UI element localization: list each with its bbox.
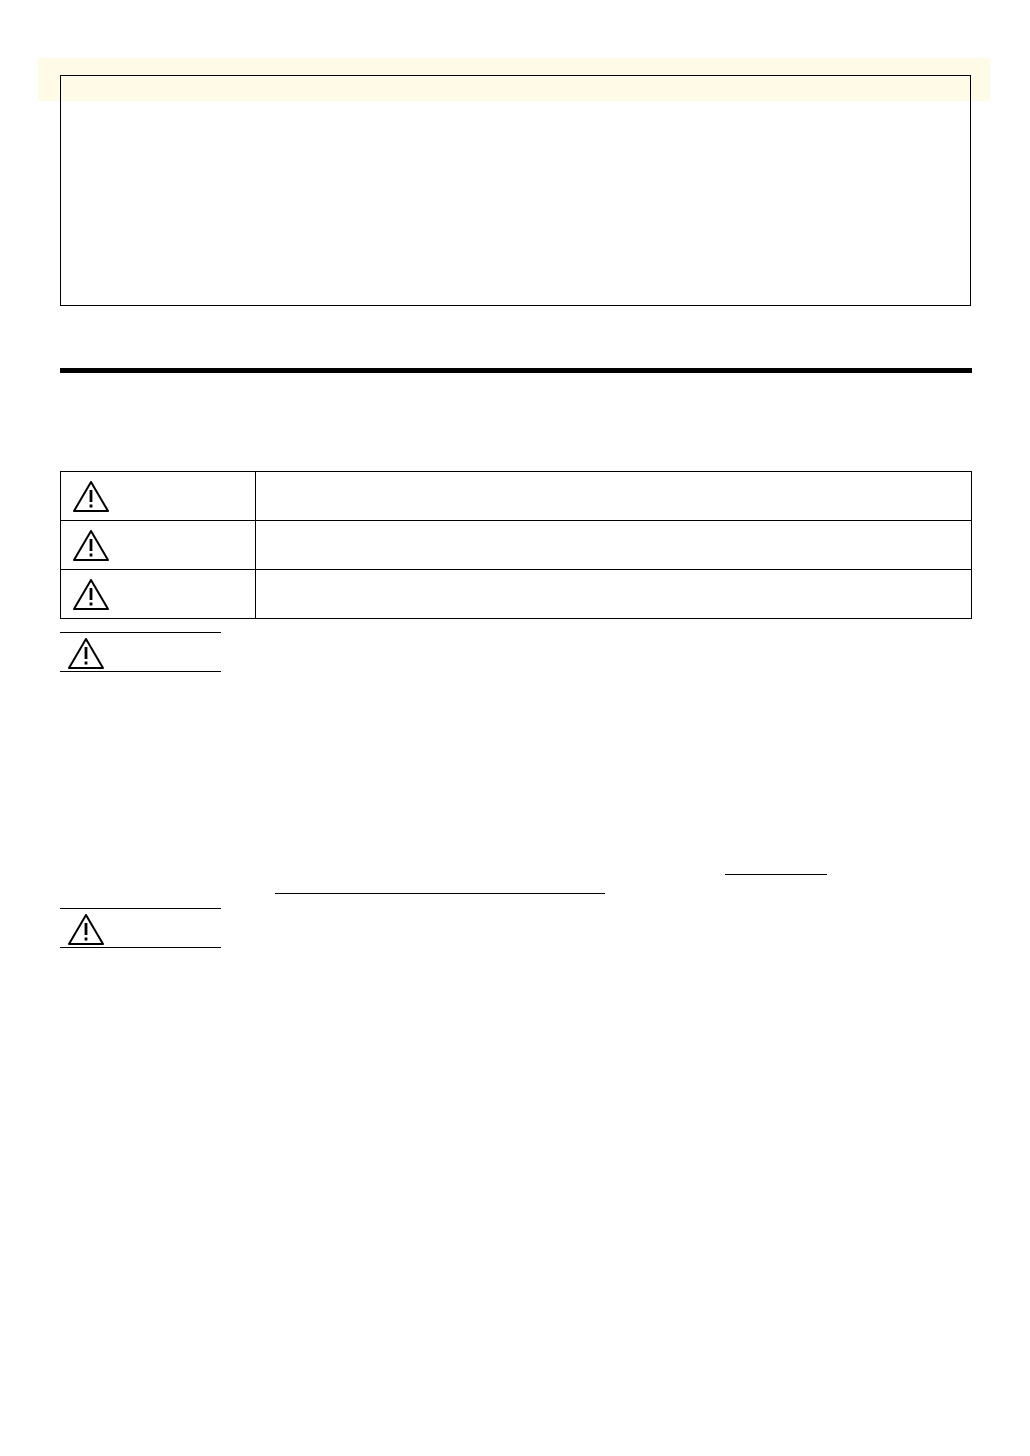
warning-triangle-icon xyxy=(67,637,105,670)
description-cell xyxy=(256,570,972,619)
table-row xyxy=(61,472,972,521)
notice-box xyxy=(60,75,971,306)
warning-triangle-icon xyxy=(67,913,105,946)
symbol-cell xyxy=(61,521,256,570)
section-heading-rule xyxy=(60,368,972,373)
table-row xyxy=(61,521,972,570)
table-row xyxy=(61,570,972,619)
symbol-cell xyxy=(61,570,256,619)
underline-link[interactable] xyxy=(725,874,827,875)
warning-label-block xyxy=(60,632,221,672)
warning-triangle-icon xyxy=(72,480,255,513)
description-cell xyxy=(256,521,972,570)
caution-label-block xyxy=(60,908,221,948)
description-cell xyxy=(256,472,972,521)
underline-link[interactable] xyxy=(275,893,605,894)
symbol-cell xyxy=(61,472,256,521)
signal-word-table xyxy=(60,471,972,619)
warning-triangle-icon xyxy=(72,529,255,562)
warning-triangle-icon xyxy=(72,578,255,611)
